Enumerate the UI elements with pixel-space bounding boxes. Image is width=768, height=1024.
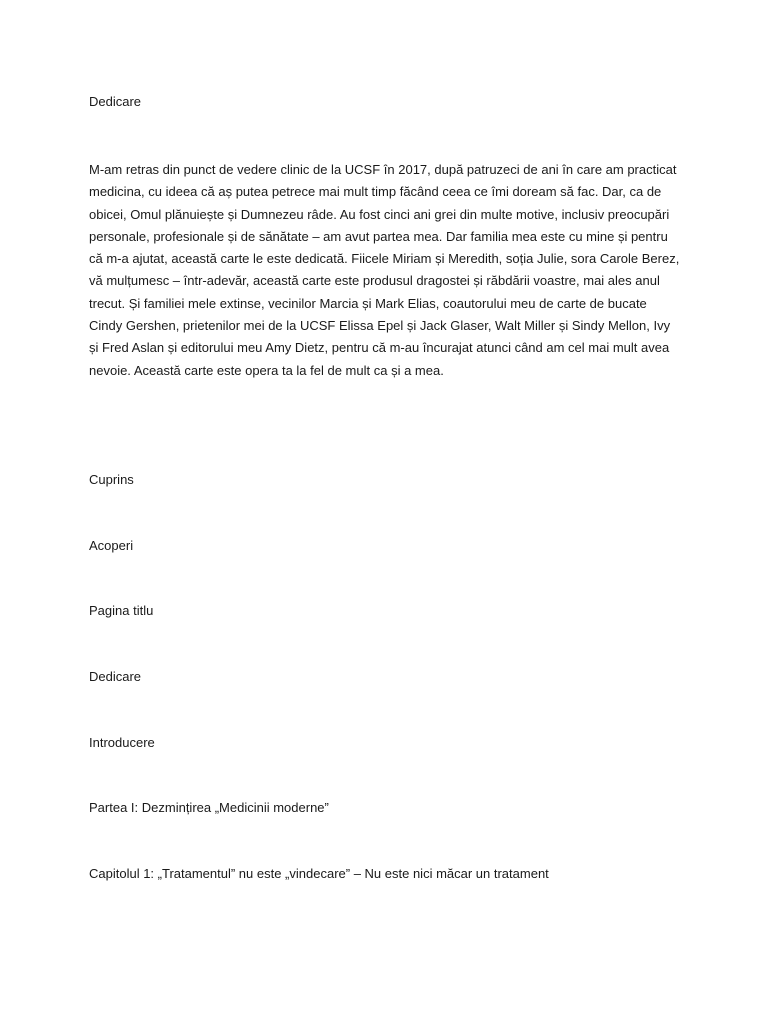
toc-item-cover: Acoperi [89, 538, 134, 553]
toc-title: Cuprins [89, 472, 134, 487]
toc-item-title-page: Pagina titlu [89, 603, 154, 618]
toc-item-chapter-one: Capitolul 1: „Tratamentul” nu este „vindecare” – Nu este nici măcar un tratament [89, 866, 549, 881]
toc-item-introduction: Introducere [89, 735, 155, 750]
dedication-paragraph: M-am retras din punct de vedere clinic de la UCSF în 2017, după patruzeci de ani în care am practicat medicina, cu ideea că aș putea petrece mai mult timp făcând ceea ce îmi doream să fac. Dar, ca de obicei, Omul plănuiește și Dumnezeu râde. Au fost cinci ani grei din multe motive, inclusiv preocupări personale, profesionale și de sănătate – am avut partea mea. Dar familia mea este cu mine și pentru că m-a ajutat, această carte le este dedicată. Fiicele Miriam și Meredith, soția Julie, sora Carole Berez, vă mulțumesc – într-adevăr, această carte este produsul dragostei și răbdării voastre, mai ales anul trecut. Și familiei mele extinse, vecinilor Marcia și Mark Elias, coautorului meu de carte de bucate Cindy Gershen, prietenilor mei de la UCSF Elissa Epel și Jack Glaser, Walt Miller și Sindy Mellon, Ivy și Fred Aslan și editorului meu Amy Dietz, pentru că m-au încurajat atunci când am cel mai mult avea nevoie. Această carte este opera ta la fel de mult ca și a mea. [89, 162, 680, 378]
dedication-heading: Dedicare [89, 94, 142, 109]
toc-item-dedication: Dedicare [89, 669, 142, 684]
toc-item-part-one: Partea I: Dezmințirea „Medicinii moderne” [89, 800, 329, 815]
